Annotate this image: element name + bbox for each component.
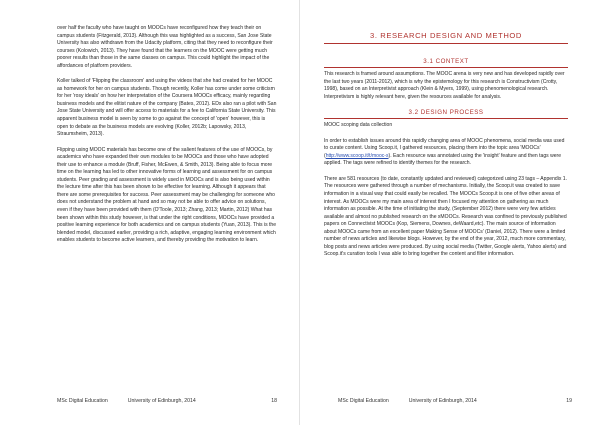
scoopit-link[interactable]: http://www.scoop.it/t/mooc-s (325, 152, 389, 159)
section-heading-context: 3.1 CONTEXT (324, 58, 568, 68)
left-page-content (57, 25, 277, 253)
right-page-content (324, 24, 568, 267)
right-page-footer (338, 398, 572, 404)
chapter-heading: 3. RESEARCH DESIGN AND METHOD (324, 31, 568, 44)
left-paragraph-1: over half the faculty who have taught on MOOCs have reconfigured how they teach their on campus students (Fitzgerald, 2013). Although this was highlighted as a success, San Jose State University has also withdrawn from the Udacity platform, citing that they need to reconfigure their courses (Kolowich, 2013). They have found that the learners on the MOOC were getting much poorer results than those in the same classes on campus. This could highlight the impact of the affordances of platform providers. (57, 25, 273, 69)
design-paragraph-1 (324, 138, 568, 168)
design-paragraph-1-end: ). Each resource was annotated using the 'insight' feature and then tags were applied. The tags were refined to identify themes for the research. (324, 152, 562, 167)
footer-school: University of Edinburgh, 2014 (127, 398, 196, 404)
left-paragraph-3: Flipping using MOOC materials has become one of the salient features of the use of MOOCs, by academics who have expanded their own modules to be MOOCs and those who have adopted their use to enhance a module (Bruff, Fisher, McEwen, & Smith, 2013). Being able to focus more time on the learning has led to other innovative forms of learning and assessment for on campus students. Peer grading and assessment is widely used in MOOCs and is also being used within the lecture time after this has been shown to be effective for learning. Although it appears that there are some prerequisites for success. Peer assessment may be challenging for someone who does not understand the problem at hand and so may not be able to offer advice on solutions, even if they have been provided with them (O'Toole, 2013; Zhang, 2013; Martin, 2012) What has been shown within this study however, is that under the right conditions, MOOCs have provided a positive learning experience for both academics and on campus students (Yuan, 2013). This is the blended model, discussed earlier, providing a rich, adaptive, engaging learning environment which enables students to become active learners, and thereby providing the motivation to learn. (57, 146, 277, 244)
page-number: 19 (566, 398, 572, 404)
section-heading-design-process: 3.2 DESIGN PROCESS (324, 109, 568, 119)
footer-course: MSc Digital Education (57, 398, 108, 404)
page-number: 18 (271, 398, 277, 404)
footer-school: University of Edinburgh, 2014 (408, 398, 477, 404)
context-paragraph: This research is framed around assumptions. The MOOC arena is very new and has developed rapidly over the last two years (2011-2012), which is why the epistemology for this research is Constructivism (Crotty, 1998), based on an Interpretivist approach (Klein & Myers, 1999), using phenomenological research. Interpretivism is highly relevant here, given the resources available for analysis. (324, 71, 565, 100)
left-paragraph-2: Koller talked of 'Flipping the classroom' and using the videos that she had created for her MOOC as homework for her on campus students. Though recently, Koller has come under some criticism for her 'rosy ideals' on how her interpretation of the Coursera MOOCs efficacy, mainly regarding business models and the elitist nature of the company (Bates, 2012). EDx also ran a pilot with San Jose State University and will offer access to materials for a fee to California State University. This apparent business model is seen by some to go against the concept of 'open' however, this is open to debate as the business models are evolving (Koller, 2012b; Lapowsky, 2013, Straumsheim, 2013). (57, 78, 277, 138)
design-intro: MOOC scoping data collection (324, 122, 393, 129)
footer-course: MSc Digital Education (338, 398, 389, 404)
design-paragraph-1-start: In order to establish issues around this rapidly changing area of MOOC phenomena, social media was used to curate content. Using Scoop.it, I gathered resources, placing them into the topic area 'MOOCs' ( (324, 137, 565, 159)
right-page (300, 0, 600, 425)
design-paragraph-2: There are 581 resources (to date, constantly updated and reviewed) categorized using 23 tags – Appendix 1. The resources were gathered through a number of mechanisms. Initially, the Scoop.it was created to save information in a visual way that could easily be recalled. The MOOCs Scoop.it is one of five other areas of interest. As MOOCs were my main area of interest then I focused my attention on gathering as much information as possible. At the time of initiating the study, (September 2012) there were very few articles available and almost no published research on the xMOOCs. Research was confined to previously published papers on Connectivist MOOCs (Kop, Siemens, Downes, deWaard,etc). The main source of information about MOOCs came from an excellent paper Making Sense of MOOCs' (Daniel, 2012). There were a limited number of news articles and likewise blogs. However, by the end of the year, 2012, much more commentary, blog posts and news articles were produced. By using social media (Twitter, Google alerts, Yahoo alerts) and Scoop.it's curation tools I was able to bring together the content and filter information. (324, 175, 567, 258)
left-page-footer (57, 398, 277, 404)
